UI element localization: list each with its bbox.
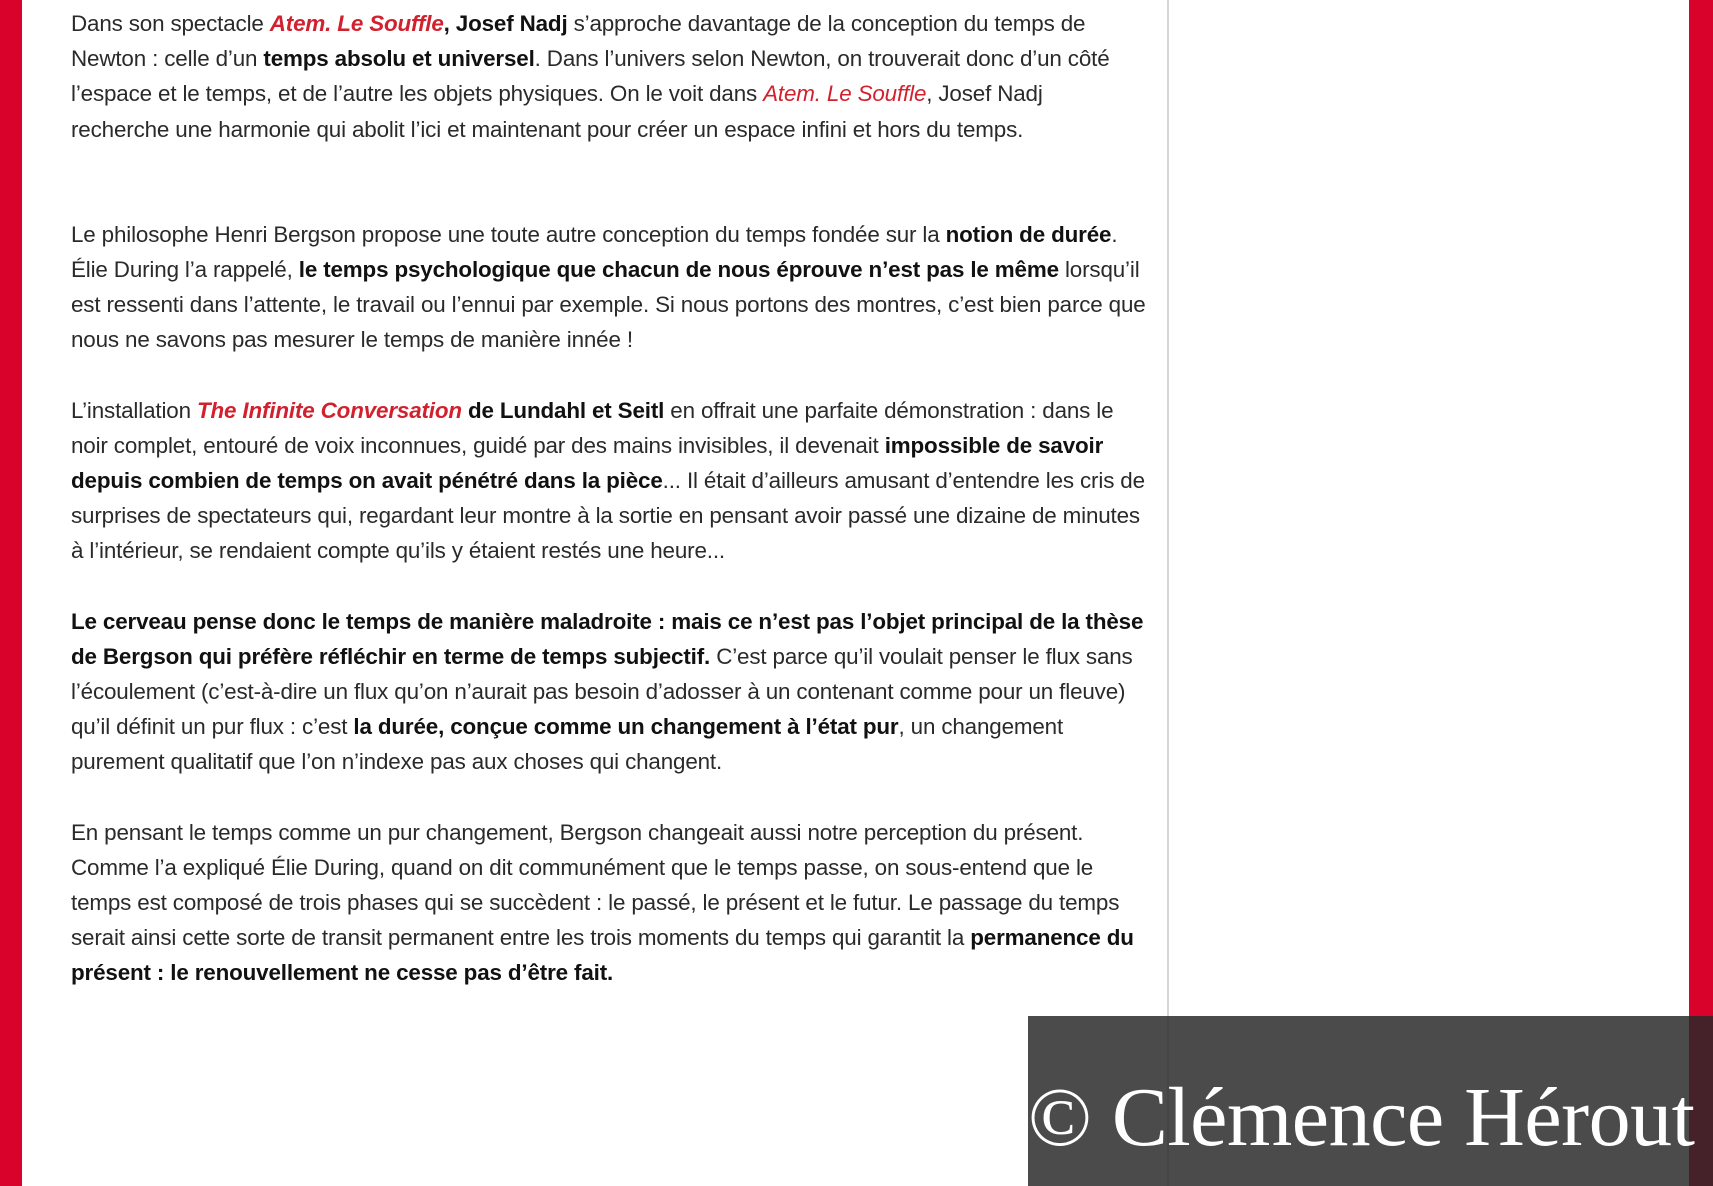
article-body [71, 6, 1146, 991]
text-span: lorsqu’il est ressenti dans l’attente, le travail ou l’ennui par exemple. Si nous portons des montres, c’est bien parce que nous ne savons pas mesurer le temps de manière innée ! [71, 257, 1146, 353]
link-atem-le-souffle[interactable]: Atem. Le Souffle [269, 11, 444, 36]
bold-cerveau-pense: Le cerveau pense donc le temps de manière maladroite : mais ce n’est pas l’objet principal de la thèse de Bergson qui préfère réfléchir en terme de temps subjectif. [71, 608, 1144, 669]
bold-temps-absolu: temps absolu et universel [263, 46, 535, 72]
bold-impossible-de-savoir: impossible de savoir depuis combien de temps on avait pénétré dans la pièce [71, 432, 1104, 494]
right-red-frame [1689, 0, 1713, 1186]
bold-josef-nadj: , Josef Nadj [443, 11, 568, 36]
link-infinite-conversation[interactable]: The Infinite Conversation [196, 397, 462, 423]
text-span: , Josef Nadj recherche une harmonie qui abolit l’ici et maintenant pour créer un espace infini et hors du temps. [71, 81, 1043, 142]
paragraph-installation [71, 393, 1146, 569]
left-red-frame [0, 0, 22, 1186]
text-span: en offrait une parfaite démonstration : dans le noir complet, entouré de voix inconnues, guidé par des mains invisibles, il devenait [71, 397, 1114, 458]
text-span: s’approche davantage de la conception du temps de Newton : celle d’un [71, 11, 1086, 72]
paragraph-present [71, 815, 1146, 991]
text-span: En pensant le temps comme un pur changement, Bergson changeait aussi notre perception du présent. Comme l’a expliqué Élie During, quand on dit communément que le temps passe, on sous-entend que le temps est composé de trois phases qui se succèdent : le passé, le présent et le futur. Le passage du temps serait ainsi cette sorte de transit permanent entre les trois moments du temps qui garantit la [71, 819, 1120, 951]
bold-la-duree: la durée, conçue comme un changement à l’état pur [353, 714, 899, 740]
text-span: . Dans l’univers selon Newton, on trouverait donc d’un côté l’espace et le temps, et de l’autre les objets physiques. On le voit dans [71, 46, 1110, 107]
bold-permanence-du-present: permanence du présent : le renouvellement ne cesse pas d’être fait. [71, 925, 1134, 986]
text-span: L’installation [71, 397, 197, 423]
copyright-watermark-text: © Clémence Hérout [1028, 1071, 1695, 1164]
link-atem-le-souffle-2[interactable]: Atem. Le Souffle [763, 81, 927, 107]
text-span: C’est parce qu’il voulait penser le flux sans l’écoulement (c’est-à-dire un flux qu’on n’aurait pas besoin d’adosser à un contenant comme pour un fleuve) qu’il définit un pur flux : c’est [71, 643, 1133, 740]
bold-temps-psychologique: le temps psychologique que chacun de nous éprouve n’est pas le même [298, 257, 1059, 283]
bold-lundahl-seitl: de Lundahl et Seitl [461, 397, 665, 423]
text-span: ... Il était d’ailleurs amusant d’entendre les cris de surprises de spectateurs qui, regardant leur montre à la sortie en pensant avoir passé une dizaine de minutes à l’intérieur, se rendaient compte qu’ils y étaient restés une heure... [71, 468, 1145, 564]
text-span: Le philosophe Henri Bergson propose une toute autre conception du temps fondée sur la [71, 221, 946, 247]
text-span: . Élie During l’a rappelé, [71, 221, 1118, 283]
paragraph-cerveau [71, 604, 1146, 780]
text-span: Dans son spectacle [71, 11, 270, 36]
bold-notion-de-duree: notion de durée [945, 221, 1112, 247]
text-span: , un changement purement qualitatif que l’on n’indexe pas aux choses qui changent. [71, 714, 1064, 775]
paragraph-newton [71, 6, 1146, 147]
paragraph-bergson [71, 217, 1146, 358]
sidebar-divider [1167, 0, 1169, 1186]
